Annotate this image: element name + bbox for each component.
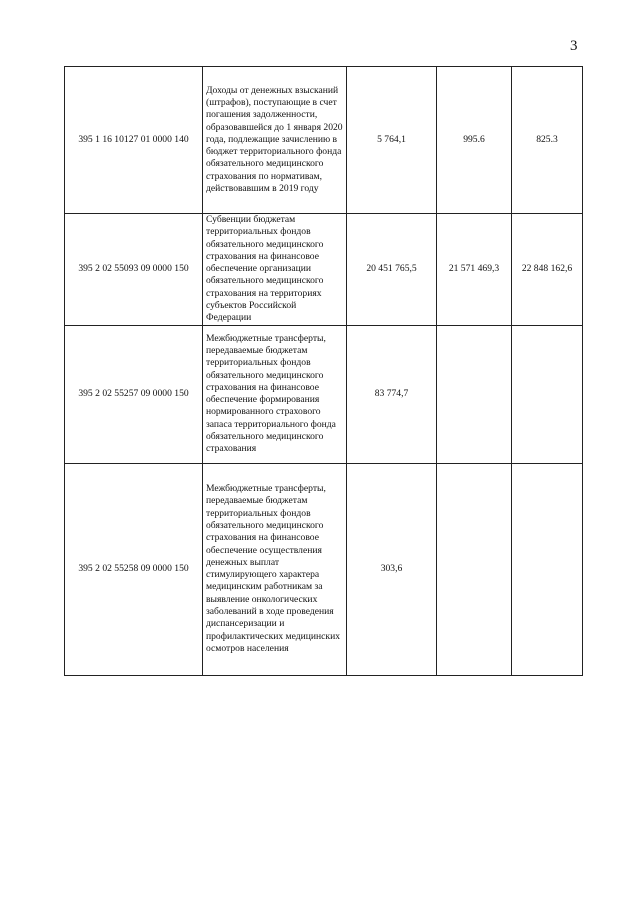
budget-code-cell: 395 2 02 55257 09 0000 150	[65, 325, 203, 463]
table-row	[65, 67, 583, 214]
description-text: Субвенции бюджетам территориальных фондов обязательного медицинского страхования на финансовое обеспечение организации обязательного медицинского страхования на территориях субъектов Российской Федерации	[206, 214, 324, 324]
amount-year1-cell: 83 774,7	[347, 325, 437, 463]
budget-code-cell: 395 2 02 55258 09 0000 150	[65, 463, 203, 675]
budget-code-cell: 395 2 02 55093 09 0000 150	[65, 214, 203, 326]
amount-year3-cell: 22 848 162,6	[512, 214, 583, 326]
amount-year1-cell: 5 764,1	[347, 67, 437, 214]
amount-year2-cell	[437, 325, 512, 463]
amount-year2-cell	[437, 463, 512, 675]
description-text: Межбюджетные трансферты, передаваемые бюджетам территориальных фондов обязательного медицинского страхования на финансовое обеспечение формирования нормированного страхового запаса территориального фонда обязательного медицинского страхования	[206, 332, 336, 455]
amount-year3-cell	[512, 325, 583, 463]
budget-code-cell: 395 1 16 10127 01 0000 140	[65, 67, 203, 214]
amount-year3-cell: 825.3	[512, 67, 583, 214]
budget-table	[64, 66, 583, 676]
description-cell	[203, 325, 347, 463]
amount-year3-cell	[512, 463, 583, 675]
amount-year2-cell: 21 571 469,3	[437, 214, 512, 326]
amount-year1-cell: 303,6	[347, 463, 437, 675]
description-cell	[203, 214, 347, 326]
amount-year1-cell: 20 451 765,5	[347, 214, 437, 326]
description-cell	[203, 463, 347, 675]
description-text: Межбюджетные трансферты, передаваемые бюджетам территориальных фондов обязательного медицинского страхования на финансовое обеспечение осуществления денежных выплат стимулирующего характера медицинским работникам за выявление онкологических заболеваний в ходе проведения диспансеризации и профилактических медицинских осмотров населения	[206, 483, 341, 654]
table-row	[65, 325, 583, 463]
description-text: Доходы от денежных взысканий (штрафов), поступающие в счет погашения задолженности, образовавшейся до 1 января 2020 года, подлежащие зачислению в бюджет территориального фонда обязательного медицинского страхования по нормативам, действовавшим в 2019 году	[206, 84, 343, 195]
table-row	[65, 214, 583, 326]
page-number: 3	[570, 38, 578, 54]
amount-year2-cell: 995.6	[437, 67, 512, 214]
table-row	[65, 463, 583, 675]
description-cell	[203, 67, 347, 214]
